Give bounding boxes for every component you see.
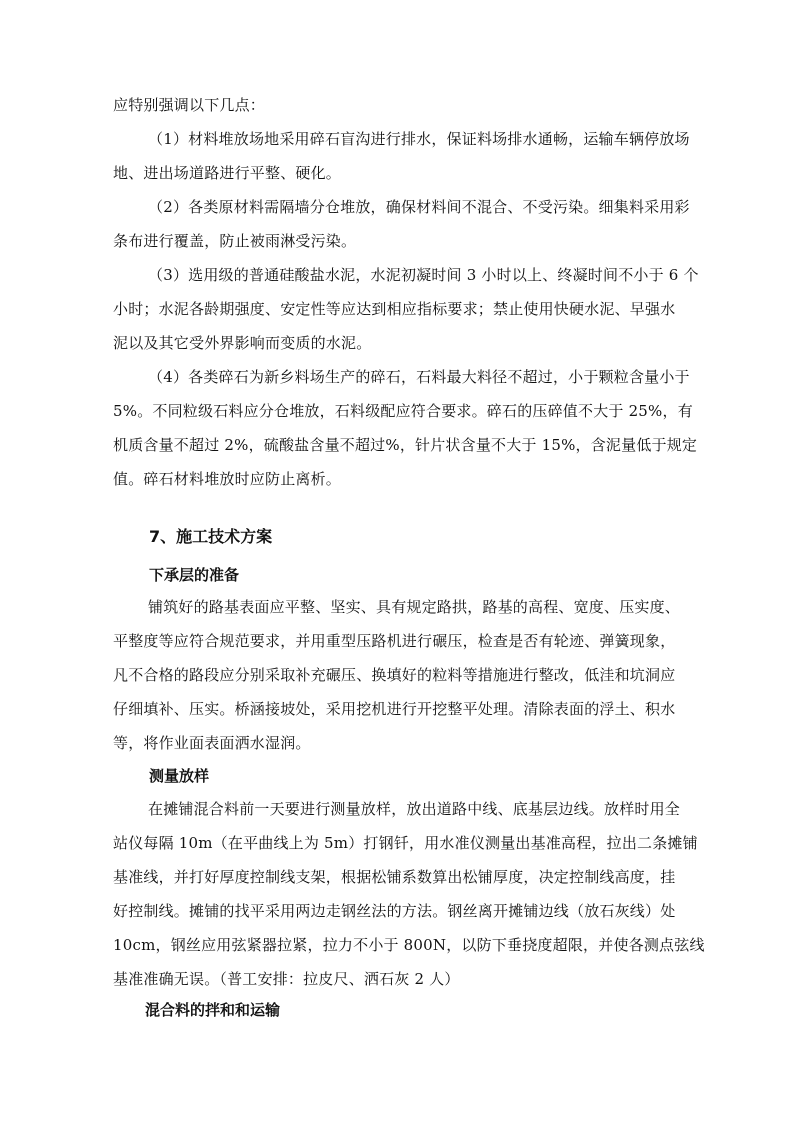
intro-line: 应特别强调以下几点： bbox=[113, 96, 266, 114]
survey-line-6: 基准准确无误。（普工安排：拉皮尺、洒石灰 2 人） bbox=[113, 970, 460, 988]
survey-line-2: 站仪每隔 10m（在平曲线上为 5m）打钢钎，用水准仪测量出基准高程，拉出二条摊铺 bbox=[113, 834, 698, 852]
subsection-title-survey: 测量放样 bbox=[149, 767, 210, 785]
point-2-line-2: 条布进行覆盖，防止被雨淋受污染。 bbox=[113, 232, 357, 250]
survey-line-4: 好控制线。摊铺的找平采用两边走钢丝法的方法。钢丝离开摊铺边线（放石灰线）处 bbox=[113, 902, 676, 920]
base-prep-line-2: 平整度等应符合规范要求，并用重型压路机进行碾压，检查是否有轮迹、弹簧现象， bbox=[113, 632, 676, 650]
point-4-line-3: 机质含量不超过 2%，硫酸盐含量不超过%，针片状含量不大于 15%，含泥量低于规定 bbox=[113, 436, 698, 454]
point-4-line-4: 值。碎石材料堆放时应防止离析。 bbox=[113, 470, 342, 488]
survey-line-5: 10cm，钢丝应用弦紧器拉紧，拉力不小于 800N，以防下垂挠度超限，并使各测点弦线 bbox=[113, 936, 705, 954]
subsection-title-mixing: 混合料的拌和和运输 bbox=[145, 1001, 281, 1019]
section-title: 7、施工技术方案 bbox=[149, 527, 273, 546]
subsection-title-base-prep: 下承层的准备 bbox=[149, 566, 240, 584]
point-3-line-1: （3）选用级的普通硅酸盐水泥，水泥初凝时间 3 小时以上、终凝时间不小于 6 个 bbox=[148, 266, 699, 284]
base-prep-line-4: 仔细填补、压实。桥涵接坡处，采用挖机进行开挖整平处理。清除表面的浮土、积水 bbox=[113, 700, 676, 718]
base-prep-line-1: 铺筑好的路基表面应平整、坚实、具有规定路拱，路基的高程、宽度、压实度、 bbox=[148, 598, 681, 616]
point-4-line-2: 5%。不同粒级石料应分仓堆放，石料级配应符合要求。碎石的压碎值不大于 25%，有 bbox=[113, 402, 693, 420]
point-4-line-1: （4）各类碎石为新乡料场生产的碎石，石料最大料径不超过，小于颗粒含量小于 bbox=[148, 368, 690, 386]
base-prep-line-3: 凡不合格的路段应分别采取补充碾压、换填好的粒料等措施进行整改，低洼和坑洞应 bbox=[113, 666, 676, 684]
base-prep-line-5: 等，将作业面表面洒水湿润。 bbox=[113, 734, 311, 752]
point-3-line-3: 泥以及其它受外界影响而变质的水泥。 bbox=[113, 334, 372, 352]
point-1-line-1: （1）材料堆放场地采用碎石盲沟进行排水，保证料场排水通畅，运输车辆停放场 bbox=[148, 130, 690, 148]
point-1-line-2: 地、进出场道路进行平整、硬化。 bbox=[113, 164, 342, 182]
survey-line-3: 基准线，并打好厚度控制线支架，根据松铺系数算出松铺厚度，决定控制线高度，挂 bbox=[113, 868, 676, 886]
point-3-line-2: 小时；水泥各龄期强度、安定性等应达到相应指标要求；禁止使用快硬水泥、早强水 bbox=[113, 300, 676, 318]
survey-line-1: 在摊铺混合料前一天要进行测量放样，放出道路中线、底基层边线。放样时用全 bbox=[148, 800, 681, 818]
point-2-line-1: （2）各类原材料需隔墙分仓堆放，确保材料间不混合、不受污染。细集料采用彩 bbox=[148, 198, 690, 216]
